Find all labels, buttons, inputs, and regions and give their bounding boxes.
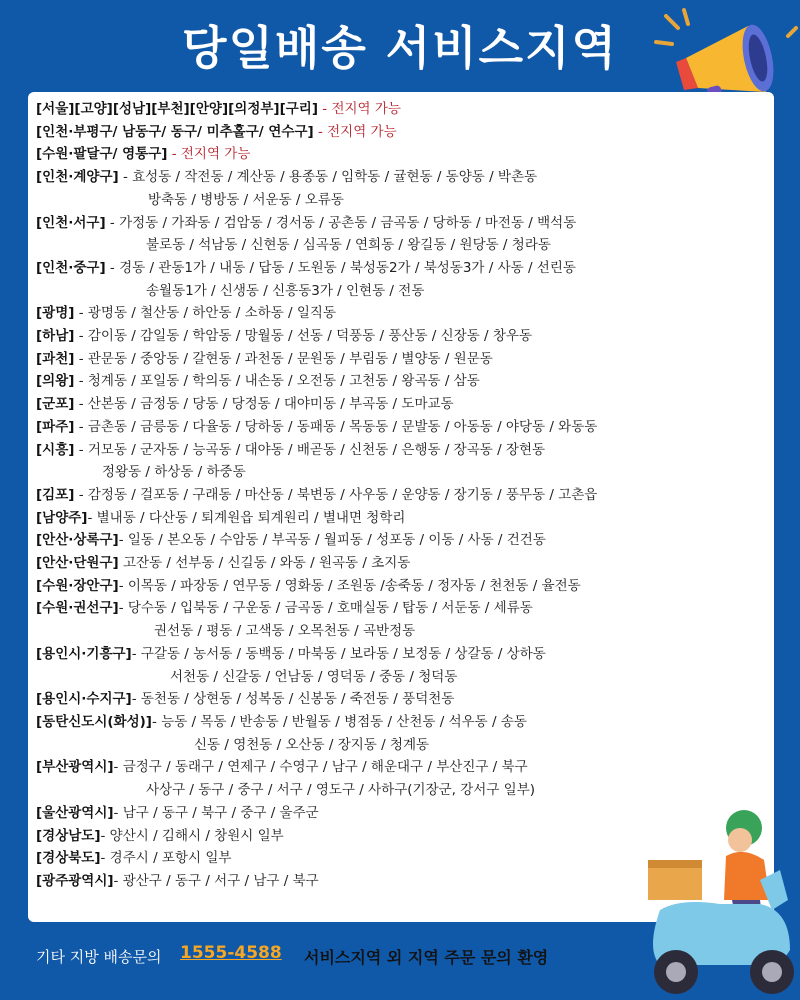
region-row [36, 552, 772, 575]
region-name: [경상북도] [36, 850, 101, 867]
region-name: [안산·상록구] [36, 532, 119, 549]
region-areas: - 금정구 / 동래구 / 연제구 / 수영구 / 남구 / 해운대구 / 부산진구 / 북구 [113, 759, 528, 776]
delivery-scooter-illustration [640, 800, 800, 1000]
region-row [36, 257, 772, 280]
region-areas: - 능동 / 목동 / 반송동 / 반월동 / 병점동 / 산천동 / 석우동 / 송동 [151, 713, 527, 730]
region-areas: - 구갈동 / 농서동 / 동백동 / 마북동 / 보라동 / 보정동 / 상갈동 / 상하동 [131, 645, 546, 662]
region-row [36, 507, 772, 530]
region-row [36, 439, 772, 462]
region-areas: - 가정동 / 가좌동 / 검암동 / 경서동 / 공촌동 / 금곡동 / 당하동 / 마전동 / 백석동 [105, 214, 577, 231]
region-areas: - 광산구 / 동구 / 서구 / 남구 / 북구 [113, 872, 319, 889]
region-row [36, 529, 772, 552]
region-areas: - 동천동 / 상현동 / 성복동 / 신봉동 / 죽전동 / 풍덕천동 [131, 691, 455, 708]
region-row [36, 416, 772, 439]
region-areas: - 관문동 / 중앙동 / 갈현동 / 과천동 / 문원동 / 부림동 / 별양동 / 원문동 [74, 350, 493, 367]
region-row [36, 484, 772, 507]
region-areas: - 별내동 / 다산동 / 퇴계원읍 퇴계원리 / 별내면 청학리 [87, 509, 406, 526]
region-areas: - 일동 / 본오동 / 수암동 / 부곡동 / 월피동 / 성포동 / 이동 / 사동 / 건건동 [118, 532, 546, 549]
region-name: [수원·장안구] [36, 577, 119, 594]
region-row [36, 212, 772, 235]
region-row [36, 688, 772, 711]
region-areas-continued: 방축동 / 병방동 / 서운동 / 오류동 [148, 191, 344, 208]
region-row [36, 575, 772, 598]
region-name: [인천·계양구] [36, 169, 119, 186]
region-name: [용인시·기흥구] [36, 645, 132, 662]
region-row [36, 597, 772, 620]
region-name: [광명] [36, 305, 75, 322]
region-areas: - 광명동 / 철산동 / 하안동 / 소하동 / 일직동 [74, 305, 337, 322]
region-row [36, 756, 772, 779]
region-name: [인천·서구] [36, 214, 106, 231]
region-areas: - 산본동 / 금정동 / 당동 / 당정동 / 대야미동 / 부곡동 / 도마교동 [74, 396, 454, 413]
region-areas: - 거모동 / 군자동 / 능곡동 / 대야동 / 배곧동 / 신천동 / 은행동 / 장곡동 / 장현동 [74, 441, 546, 458]
region-areas: - 감이동 / 감일동 / 학암동 / 망월동 / 선동 / 덕풍동 / 풍산동 / 신장동 / 창우동 [74, 328, 532, 345]
region-name: [안산·단원구] [36, 555, 119, 572]
region-areas: - 양산시 / 김해시 / 창원시 일부 [100, 827, 284, 844]
region-areas: - 감정동 / 걸포동 / 구래동 / 마산동 / 북변동 / 사우동 / 운양동 / 장기동 / 풍무동 / 고촌읍 [74, 486, 598, 503]
region-areas: - 전지역 가능 [313, 123, 397, 140]
region-name: [부산광역시] [36, 759, 114, 776]
footer-inquiry-label: 기타 지방 배송문의 [36, 948, 162, 966]
region-row [36, 325, 772, 348]
region-name: [김포] [36, 486, 75, 503]
region-name: [수원·팔달구/ 영통구] [36, 146, 168, 163]
region-row [36, 121, 772, 144]
region-name: [동탄신도시(화성)] [36, 713, 152, 730]
region-row [36, 98, 772, 121]
region-areas-continued: 정왕동 / 하상동 / 하중동 [102, 464, 246, 481]
region-areas: - 남구 / 동구 / 북구 / 중구 / 울주군 [113, 804, 319, 821]
region-name: [과천] [36, 350, 75, 367]
region-list [36, 98, 772, 893]
region-areas: - 청계동 / 포일동 / 학의동 / 내손동 / 오전동 / 고천동 / 왕곡동 / 삼동 [74, 373, 480, 390]
region-areas-continued: 서천동 / 신갈동 / 언남동 / 영덕동 / 중동 / 청덕동 [170, 668, 458, 685]
region-areas: - 이목동 / 파장동 / 연무동 / 영화동 / 조원동 /송죽동 / 정자동 / 천천동 / 율전동 [118, 577, 581, 594]
region-areas: 고잔동 / 선부동 / 신길동 / 와동 / 원곡동 / 초지동 [118, 555, 411, 572]
region-name: [인천·중구] [36, 259, 106, 276]
region-row [36, 393, 772, 416]
footer-phone-number[interactable]: 1555-4588 [180, 943, 282, 963]
region-areas: - 금촌동 / 금릉동 / 다율동 / 당하동 / 동패동 / 목동동 / 문발동 / 아동동 / 야당동 / 와동동 [74, 418, 598, 435]
region-areas: - 경주시 / 포항시 일부 [100, 850, 232, 867]
service-area-card [28, 92, 774, 922]
region-row [36, 166, 772, 189]
region-name: [인천·부평구/ 남동구/ 동구/ 미추홀구/ 연수구] [36, 123, 314, 140]
region-name: [서울][고양][성남][부천][안양][의정부][구리] [36, 101, 318, 117]
region-row [36, 348, 772, 371]
region-row [36, 370, 772, 393]
region-name: [남양주] [36, 509, 88, 526]
region-name: [경상남도] [36, 827, 101, 844]
region-areas-continued: 송월동1가 / 신생동 / 신흥동3가 / 인현동 / 전동 [146, 282, 425, 299]
region-name: [수원·권선구] [36, 600, 119, 617]
region-row [36, 143, 772, 166]
region-areas-continued: 신동 / 영천동 / 오산동 / 장지동 / 청계동 [194, 736, 430, 753]
region-areas-continued: 사상구 / 동구 / 중구 / 서구 / 영도구 / 사하구(기장군, 강서구 일부) [146, 782, 536, 799]
region-row [36, 643, 772, 666]
footer-welcome-text: 서비스지역 외 지역 주문 문의 환영 [304, 948, 549, 967]
region-name: [시흥] [36, 441, 75, 458]
region-name: [군포] [36, 396, 75, 413]
region-name: [의왕] [36, 373, 75, 390]
region-row [36, 302, 772, 325]
region-name: [광주광역시] [36, 872, 114, 889]
region-name: [파주] [36, 418, 75, 435]
region-areas-continued: 권선동 / 평동 / 고색동 / 오목천동 / 곡반정동 [154, 623, 416, 640]
region-areas: - 전지역 가능 [318, 101, 401, 117]
region-name: [하남] [36, 328, 75, 345]
region-row [36, 711, 772, 734]
page-title: 당일배송 서비스지역 [182, 21, 618, 75]
region-name: [용인시·수지구] [36, 691, 132, 708]
region-areas-continued: 불로동 / 석남동 / 신현동 / 심곡동 / 연희동 / 왕길동 / 원당동 / 청라동 [146, 237, 551, 254]
region-areas: - 당수동 / 입북동 / 구운동 / 금곡동 / 호매실동 / 탑동 / 서둔동 / 세류동 [118, 600, 533, 617]
region-areas: - 전지역 가능 [167, 146, 251, 163]
region-name: [울산광역시] [36, 804, 114, 821]
region-areas: - 효성동 / 작전동 / 계산동 / 용종동 / 임학동 / 귤현동 / 동양동 / 박촌동 [118, 169, 538, 186]
region-areas: - 경동 / 관동1가 / 내동 / 답동 / 도원동 / 북성동2가 / 북성동3가 / 사동 / 선린동 [105, 259, 576, 276]
